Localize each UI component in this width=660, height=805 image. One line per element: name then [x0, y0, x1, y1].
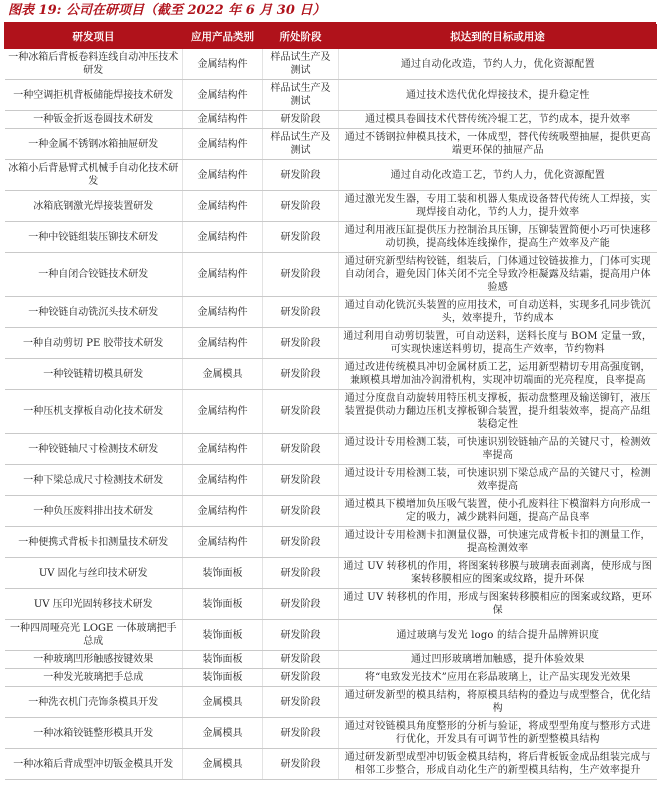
- cell-category: 金属结构件: [183, 253, 263, 297]
- cell-project: 冰箱底钢激光焊接装置研发: [5, 191, 183, 222]
- header-category: 应用产品类别: [183, 25, 263, 49]
- cell-project: 一种冰箱后背成型冲切钣金模具开发: [5, 749, 183, 780]
- cell-project: 一种便携式背板卡扣测量技术研发: [5, 527, 183, 558]
- cell-stage: 研发阶段: [263, 465, 339, 496]
- cell-category: 金属结构件: [183, 49, 263, 80]
- cell-project: 一种压机支撑板自动化技术研发: [5, 390, 183, 434]
- cell-stage: 研发阶段: [263, 191, 339, 222]
- cell-category: 金属结构件: [183, 160, 263, 191]
- cell-goal: 通过自动化改造工艺，节约人力，优化资源配置: [339, 160, 657, 191]
- cell-goal: 通过设计专用检测工装，可快速识别铰链轴产品的关键尺寸，检测效率提高: [339, 434, 657, 465]
- cell-goal: 通过模具下模增加负压吸气装置，使小孔废料往下模溜料方向形成一定的吸力，减少跳料问题，提高产品良率: [339, 496, 657, 527]
- table-row: [5, 465, 657, 496]
- cell-stage: 研发阶段: [263, 558, 339, 589]
- cell-stage: 研发阶段: [263, 111, 339, 129]
- cell-goal: 通过凹形玻璃增加触感，提升体验效果: [339, 651, 657, 669]
- cell-goal: 通过激光发生器，专用工装和机器人集成设备替代传统人工焊接，实现焊接自动化，节约人力，提升效率: [339, 191, 657, 222]
- cell-category: 金属模具: [183, 749, 263, 780]
- cell-project: 一种负压废料排出技术研发: [5, 496, 183, 527]
- table-body: [5, 49, 657, 780]
- cell-stage: 研发阶段: [263, 718, 339, 749]
- cell-category: 金属模具: [183, 687, 263, 718]
- table-header-row: [5, 25, 657, 49]
- cell-goal: 通过技术迭代优化焊接技术，提升稳定性: [339, 80, 657, 111]
- cell-project: 一种四周哑亮光 LOGE 一体玻璃把手总成: [5, 620, 183, 651]
- projects-table: [4, 24, 657, 780]
- cell-project: 一种冰箱后背板卷料连线自动冲压技术研发: [5, 49, 183, 80]
- cell-goal: 通过研发新型的模具结构，将原模具结构的叠边与成型整合，优化结构: [339, 687, 657, 718]
- cell-project: 一种下梁总成尺寸检测技术研发: [5, 465, 183, 496]
- cell-category: 装饰面板: [183, 651, 263, 669]
- cell-stage: 研发阶段: [263, 328, 339, 359]
- table-row: [5, 558, 657, 589]
- table-row: [5, 589, 657, 620]
- cell-stage: 研发阶段: [263, 222, 339, 253]
- cell-goal: 通过对铰链模具角度整形的分析与验证，将成型型角度与整形方式进行优化，开发具有可调节性的新型整模具结构: [339, 718, 657, 749]
- cell-category: 金属结构件: [183, 222, 263, 253]
- cell-goal: 通过研发新型成型冲切钣金模具结构，将后背板钣金成品组装完成与相邻工步整合，形成自动化生产的新型模具结构，生产效率提升: [339, 749, 657, 780]
- cell-category: 金属结构件: [183, 328, 263, 359]
- cell-goal: 通过设计专用检测工装，可快速识别下梁总成产品的关键尺寸，检测效率提高: [339, 465, 657, 496]
- cell-goal: 通过 UV 转移机的作用，将图案转移膜与玻璃表面剥离，使形成与图案转移膜相应的图案或纹路，提升环保: [339, 558, 657, 589]
- table-row: [5, 434, 657, 465]
- cell-stage: 研发阶段: [263, 160, 339, 191]
- table-row: [5, 749, 657, 780]
- cell-stage: 研发阶段: [263, 390, 339, 434]
- table-row: [5, 80, 657, 111]
- cell-goal: 通过 UV 转移机的作用，形成与图案转移膜相应的图案或纹路，更环保: [339, 589, 657, 620]
- cell-project: 一种金属不锈钢冰箱抽屉研发: [5, 129, 183, 160]
- cell-category: 金属结构件: [183, 111, 263, 129]
- cell-stage: 研发阶段: [263, 687, 339, 718]
- cell-goal: 通过分度盘自动旋转用特压机支撑板，振动盘整理及输送铆钉，液压装置提供动力翻边压机支撑板铆合装置，提升组装效率，提高产品组装稳定性: [339, 390, 657, 434]
- cell-category: 金属结构件: [183, 390, 263, 434]
- table-row: [5, 390, 657, 434]
- cell-category: 金属模具: [183, 718, 263, 749]
- cell-project: 冰箱小后背悬臂式机械手自动化技术研发: [5, 160, 183, 191]
- cell-stage: 研发阶段: [263, 527, 339, 558]
- figure-caption: 图表 19: 公司在研项目（截至 2022 年 6 月 30 日）: [8, 3, 326, 18]
- cell-project: 一种铰链自动铣沉头技术研发: [5, 297, 183, 328]
- cell-stage: 研发阶段: [263, 620, 339, 651]
- cell-category: 金属结构件: [183, 434, 263, 465]
- cell-category: 装饰面板: [183, 558, 263, 589]
- cell-category: 装饰面板: [183, 620, 263, 651]
- cell-stage: 研发阶段: [263, 297, 339, 328]
- table-row: [5, 651, 657, 669]
- cell-project: 一种洗衣机门壳饰条模具开发: [5, 687, 183, 718]
- table-row: [5, 222, 657, 253]
- cell-category: 金属结构件: [183, 297, 263, 328]
- cell-project: UV 压印光固转移技术研发: [5, 589, 183, 620]
- table-row: [5, 129, 657, 160]
- cell-goal: 通过利用液压缸提供压力控制治具压铆，压铆装置简便小巧可快速移动切换，提高线体连线操作，提高生产效率及产能: [339, 222, 657, 253]
- cell-category: 金属结构件: [183, 191, 263, 222]
- table-row: [5, 620, 657, 651]
- cell-category: 金属结构件: [183, 496, 263, 527]
- cell-project: UV 固化与丝印技术研发: [5, 558, 183, 589]
- cell-stage: 研发阶段: [263, 496, 339, 527]
- cell-stage: 研发阶段: [263, 434, 339, 465]
- table-row: [5, 191, 657, 222]
- cell-category: 金属结构件: [183, 465, 263, 496]
- cell-category: 金属结构件: [183, 129, 263, 160]
- cell-stage: 样品试生产及测试: [263, 80, 339, 111]
- table-row: [5, 160, 657, 191]
- cell-stage: 研发阶段: [263, 749, 339, 780]
- cell-project: 一种冰箱铰链整形模具开发: [5, 718, 183, 749]
- cell-project: 一种空调拒机背板储能焊接技术研发: [5, 80, 183, 111]
- cell-project: 一种玻璃凹形触感按键效果: [5, 651, 183, 669]
- cell-goal: 通过利用自动剪切装置，可自动送料，送料长度与 BOM 定量一致，可实现快速送料剪切，提高生产效率，节约物料: [339, 328, 657, 359]
- table-row: [5, 49, 657, 80]
- cell-category: 装饰面板: [183, 589, 263, 620]
- table-row: [5, 328, 657, 359]
- cell-stage: 研发阶段: [263, 669, 339, 687]
- cell-stage: 研发阶段: [263, 253, 339, 297]
- cell-category: 金属结构件: [183, 80, 263, 111]
- cell-project: 一种钣金折返卷圆技术研发: [5, 111, 183, 129]
- cell-goal: 通过设计专用检测卡扣测量仪器，可快速完成背板卡扣的测量工作，提高检测效率: [339, 527, 657, 558]
- cell-goal: 通过改进传统模具冲切金属材质工艺，运用新型精切专用高强度钢，兼顾模具增加油冷润滑机构，实现冲切端面的光亮程度，良率提高: [339, 359, 657, 390]
- table-row: [5, 297, 657, 328]
- cell-project: 一种中铰链组装压铆技术研发: [5, 222, 183, 253]
- cell-goal: 通过自动化改造，节约人力，优化资源配置: [339, 49, 657, 80]
- header-project: 研发项目: [5, 25, 183, 49]
- cell-project: 一种铰链精切模具研发: [5, 359, 183, 390]
- table-row: [5, 527, 657, 558]
- cell-project: 一种发光玻璃把手总成: [5, 669, 183, 687]
- cell-category: 金属模具: [183, 359, 263, 390]
- table-row: [5, 111, 657, 129]
- cell-goal: 通过模具卷圆技术代替传统冷辊工艺，节约成本，提升效率: [339, 111, 657, 129]
- header-goal: 拟达到的目标或用途: [339, 25, 657, 49]
- table-row: [5, 253, 657, 297]
- cell-goal: 通过研究新型结构铰链，组装后，门体通过铰链拔推力，门体可实现自动闭合，避免因门体关闭不完全导致冷柜凝露及结霜，提高用户体验感: [339, 253, 657, 297]
- cell-stage: 研发阶段: [263, 651, 339, 669]
- table-row: [5, 496, 657, 527]
- table-row: [5, 359, 657, 390]
- cell-stage: 研发阶段: [263, 359, 339, 390]
- cell-project: 一种自动剪切 PE 胶带技术研发: [5, 328, 183, 359]
- cell-goal: 通过不锈钢拉伸模具技术，一体成型，替代传统吸塑抽屉，提供更高端更环保的抽屉产品: [339, 129, 657, 160]
- header-stage: 所处阶段: [263, 25, 339, 49]
- cell-project: 一种自闭合铰链技术研发: [5, 253, 183, 297]
- table-row: [5, 718, 657, 749]
- cell-project: 一种铰链轴尺寸检测技术研发: [5, 434, 183, 465]
- table-row: [5, 669, 657, 687]
- table-row: [5, 687, 657, 718]
- cell-stage: 样品试生产及测试: [263, 129, 339, 160]
- cell-category: 金属结构件: [183, 527, 263, 558]
- cell-category: 装饰面板: [183, 669, 263, 687]
- cell-goal: 通过玻璃与发光 logo 的结合提升品牌辨识度: [339, 620, 657, 651]
- cell-stage: 样品试生产及测试: [263, 49, 339, 80]
- cell-goal: 通过自动化铣沉头装置的应用技术，可自动送料，实现多孔同步铣沉头，效率提升，节约成本: [339, 297, 657, 328]
- cell-stage: 研发阶段: [263, 589, 339, 620]
- cell-goal: 将“电致发光技术”应用在彩晶玻璃上，让产品实现发光效果: [339, 669, 657, 687]
